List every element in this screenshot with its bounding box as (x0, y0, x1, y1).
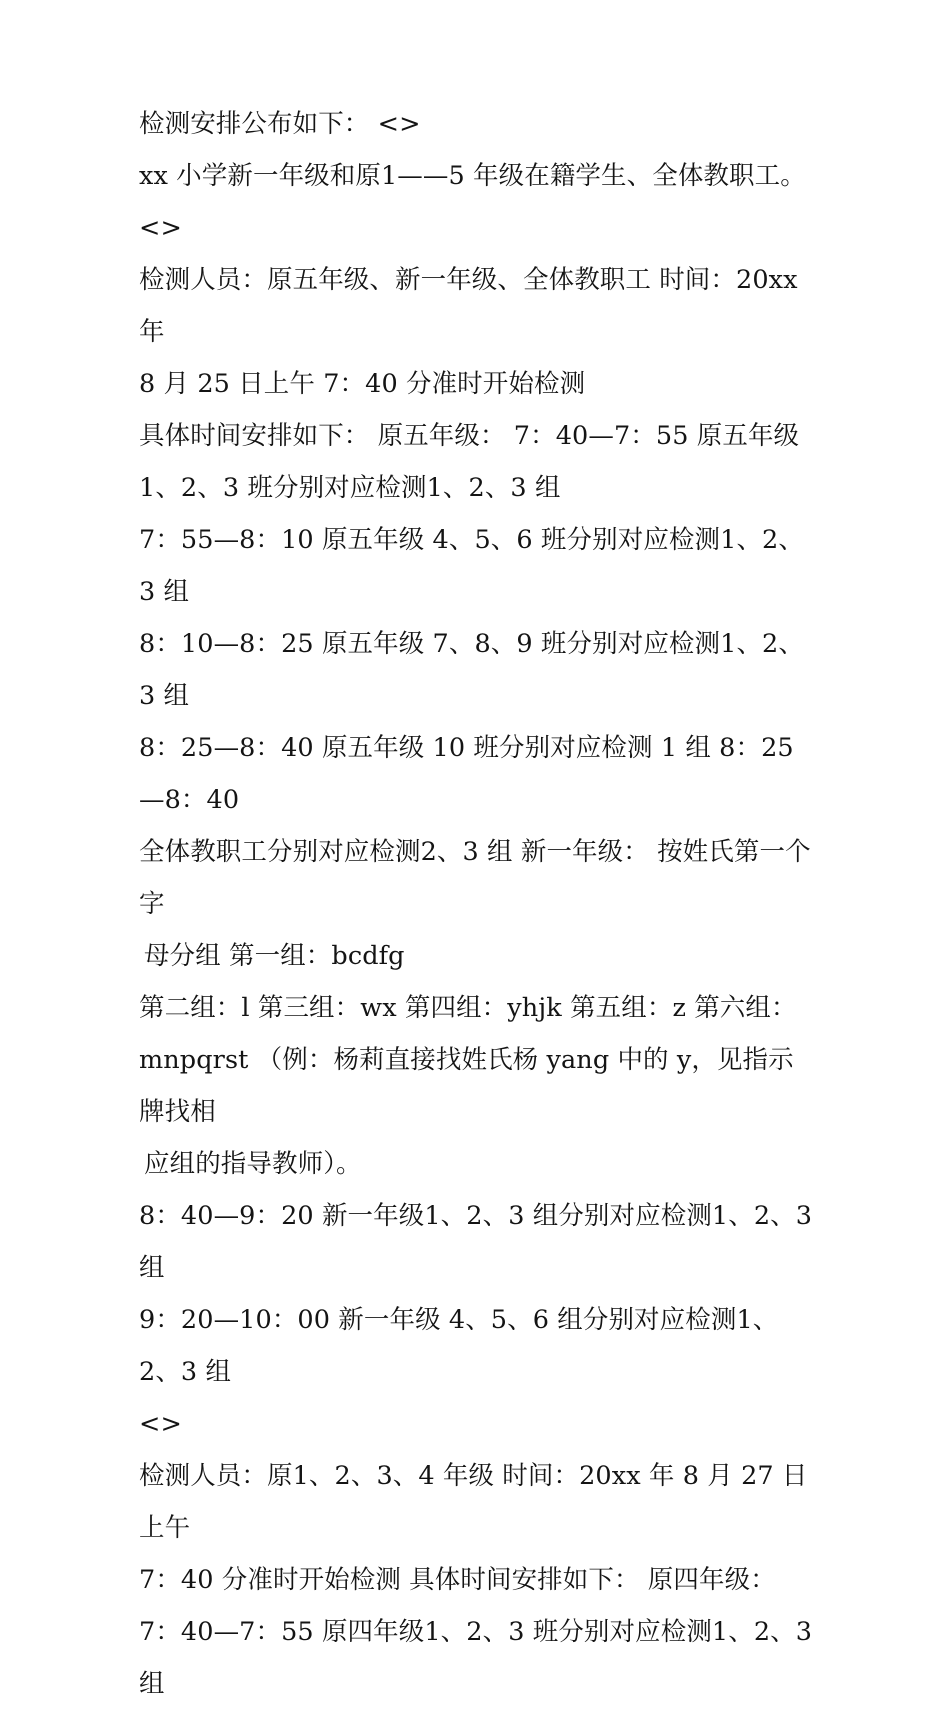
document-paragraph-line: 全体教职工分别对应检测2、3 组 新一年级： 按姓氏第一个字 (139, 837, 811, 919)
document-paragraph-line: 8 月 25 日上午 7：40 分准时开始检测 (139, 369, 586, 399)
document-paragraph-line: 8：25—8：40 原五年级 10 班分别对应检测 1 组 8：25—8：40 (139, 733, 794, 815)
document-paragraph-line: 7：40—7：55 原四年级1、2、3 班分别对应检测1、2、3 组 (139, 1617, 821, 1699)
document-paragraph-line: mnpqrst （例：杨莉直接找姓氏杨 yang 中的 y，见指示牌找相 (139, 1045, 794, 1127)
document-paragraph-line: 检测人员：原五年级、新一年级、全体教职工 时间：20xx 年 (139, 265, 806, 347)
document-paragraph-line: 母分组 第一组：bcdfg (144, 941, 405, 971)
document-text-body (139, 98, 821, 1710)
document-paragraph-line: 应组的指导教师）。 (144, 1149, 362, 1179)
document-paragraph-line: xx 小学新一年级和原1——5 年级在籍学生、全体教职工。 <> (139, 161, 815, 243)
document-paragraph-line: 9：20—10：00 新一年级 4、5、6 组分别对应检测1、2、3 组 (139, 1305, 779, 1387)
document-paragraph-line: <> (139, 1409, 182, 1439)
document-paragraph-line: 检测人员：原1、2、3、4 年级 时间：20xx 年 8 月 27 日上午 (139, 1461, 808, 1543)
document-paragraph-line: 8：10—8：25 原五年级 7、8、9 班分别对应检测1、2、3 组 (139, 629, 804, 711)
document-paragraph-line: 1、2、3 班分别对应检测1、2、3 组 (139, 473, 561, 503)
document-paragraph-line: 7：40 分准时开始检测 具体时间安排如下： 原四年级： (139, 1565, 776, 1595)
document-paragraph-line: 第二组：l 第三组：wx 第四组：yhjk 第五组：z 第六组： (139, 993, 797, 1023)
document-paragraph-line: 7：55—8：10 原五年级 4、5、6 班分别对应检测1、2、3 组 (139, 525, 804, 607)
document-paragraph-line: 具体时间安排如下： 原五年级： 7：40—7：55 原五年级 (139, 421, 800, 451)
document-paragraph-line: 检测安排公布如下： <> (139, 109, 421, 139)
document-paragraph-line: 8：40—9：20 新一年级1、2、3 组分别对应检测1、2、3 组 (139, 1201, 821, 1283)
